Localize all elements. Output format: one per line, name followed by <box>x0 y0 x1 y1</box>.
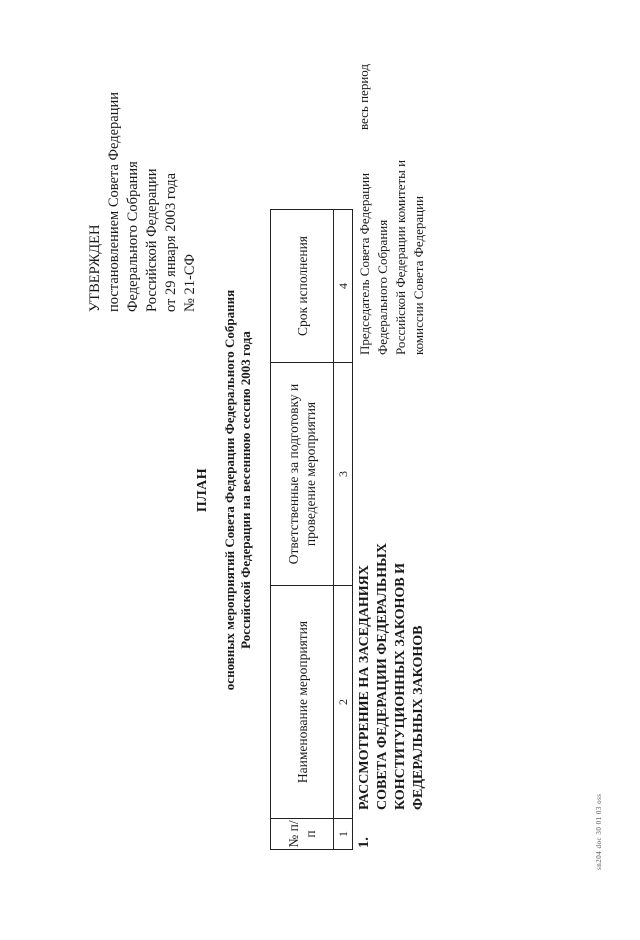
table-header-row <box>271 210 334 850</box>
section-title: РАССМОТРЕНИЕ НА ЗАСЕДАНИЯХ СОВЕТА ФЕДЕРАЦИИ ФЕДЕРАЛЬНЫХ КОНСТИТУЦИОННЫХ ЗАКОНОВ И ФЕДЕРАЛЬНЫХ ЗАКОНОВ <box>357 543 426 810</box>
column-number-cell: 1 <box>334 819 353 850</box>
column-number-cell: 4 <box>334 210 353 363</box>
plan-title: ПЛАН <box>195 467 210 513</box>
table-number-row <box>334 210 353 850</box>
approval-line: Российской Федерации <box>144 168 160 312</box>
section-term: весь период <box>356 63 371 130</box>
approval-line: № 21-СФ <box>182 254 198 312</box>
header-label: Наименование мероприятия <box>294 620 310 784</box>
approval-stamp <box>86 82 200 312</box>
section-number: 1. <box>356 837 372 848</box>
footer-code: sn204 doc 30 01 03 oss <box>595 793 603 870</box>
approval-line: Федерального Собрания <box>125 161 141 312</box>
section-responsible: Председатель Совета Федерации Федерального Собрания Российской Федерации комитеты и комиссии Совета Федерации <box>357 159 426 355</box>
approval-line: от 29 января 2003 года <box>163 172 179 312</box>
plan-subtitle-line: Российской Федерации на весеннюю сессию 2003 года <box>238 331 253 649</box>
header-cell-responsible <box>271 363 334 586</box>
approval-line: постановлением Совета Федерации <box>106 91 122 312</box>
plan-table <box>270 209 353 850</box>
plan-subtitle <box>222 40 254 940</box>
plan-subtitle-line: основных мероприятий Совета Федерации Федерального Собрания <box>222 289 237 691</box>
column-number-cell: 3 <box>334 363 353 586</box>
approval-line: УТВЕРЖДЕН <box>87 224 103 312</box>
header-label: Ответственные за подготовку и проведение мероприятия <box>286 383 318 565</box>
column-number-cell: 2 <box>334 586 353 819</box>
header-label: Срок исполнения <box>294 235 310 337</box>
header-label: № п/п <box>286 820 318 848</box>
header-cell-term <box>271 210 334 363</box>
header-cell-name <box>271 586 334 819</box>
header-cell-number <box>271 819 334 850</box>
